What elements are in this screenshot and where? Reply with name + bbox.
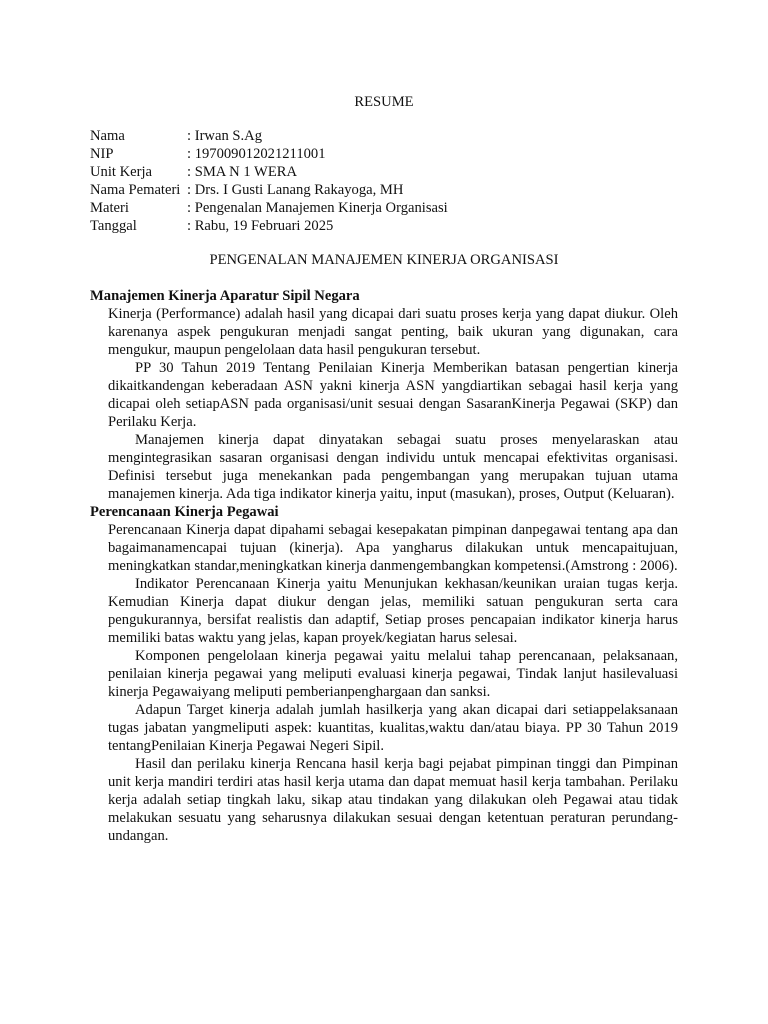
- info-label: Nama: [90, 128, 125, 144]
- paragraph: PP 30 Tahun 2019 Tentang Penilaian Kinerja Memberikan batasan pengertian kinerja dikaitkandengan keberadaan ASN yakni kinerja ASN yangdiartikan sebagai hasil kerja yang dicapai oleh setiapASN pada organisasi/unit sesuai dengan SasaranKinerja Pegawai (SKP) dan Perilaku Kerja.: [108, 360, 678, 430]
- info-row-tanggal: [90, 217, 678, 235]
- info-value: : SMA N 1 WERA: [187, 164, 298, 180]
- info-row-unit-kerja: [90, 163, 678, 181]
- info-value: : Pengenalan Manajemen Kinerja Organisasi: [187, 200, 448, 216]
- paragraph: Kinerja (Performance) adalah hasil yang dicapai dari suatu proses kerja yang dapat diukur. Oleh karenanya aspek pengukuran menjadi sangat penting, baik ukuran yang digunakan, cara mengukur, maupun pengelolaan data hasil pengukuran tersebut.: [108, 306, 678, 358]
- info-row-nip: [90, 145, 678, 163]
- identity-table: [90, 127, 678, 235]
- paragraph: Komponen pengelolaan kinerja pegawai yaitu melalui tahap perencanaan, pelaksanaan, penilaian kinerja pegawai yang meliputi evaluasi kinerja pegawai, Tindak lanjut hasilevaluasi kinerja Pegawaiyang meliputi pemberianpenghargaan dan sanksi.: [108, 648, 678, 700]
- info-row-materi: [90, 199, 678, 217]
- info-label: Tanggal: [90, 218, 137, 234]
- paragraph: Adapun Target kinerja adalah jumlah hasilkerja yang akan dicapai dari setiappelaksanaan tugas jabatan yangmeliputi aspek: kuantitas, kualitas,waktu dan/atau biaya. PP 30 Tahun 2019 tentangPenilaian Kinerja Pegawai Negeri Sipil.: [108, 702, 678, 754]
- info-value: : Irwan S.Ag: [187, 128, 262, 144]
- paragraph: Manajemen kinerja dapat dinyatakan sebagai suatu proses menyelaraskan atau mengintegrasikan sasaran organisasi dengan individu untuk mencapai efektivitas organisasi. Definisi tersebut juga menekankan pada pengembangan yang merupakan tujuan utama manajemen kinerja. Ada tiga indikator kinerja yaitu, input (masukan), proses, Output (Keluaran).: [108, 432, 678, 502]
- info-value: : Rabu, 19 Februari 2025: [187, 218, 334, 234]
- info-value: : 197009012021211001: [187, 146, 326, 162]
- info-row-nama-pemateri: [90, 181, 678, 199]
- info-value: : Drs. I Gusti Lanang Rakayoga, MH: [187, 182, 404, 198]
- section-manajemen-kinerja-asn: [90, 287, 678, 503]
- paragraph: Perencanaan Kinerja dapat dipahami sebagai kesepakatan pimpinan danpegawai tentang apa dan bagaimanamencapai tujuan (kinerja). Apa yangharus dilakukan untuk mencapaitujuan, meningkatkan standar,meningkatkan kinerja danmengembangkan kompetensi.(Amstrong : 2006).: [108, 522, 678, 574]
- paragraph: Hasil dan perilaku kinerja Rencana hasil kerja bagi pejabat pimpinan tinggi dan Pimpinan unit kerja mandiri terdiri atas hasil kerja utama dan dapat memuat hasil kerja tambahan. Perilaku kerja adalah setiap tingkah laku, sikap atau tindakan yang dilakukan oleh Pegawai atau tidak melakukan sesuatu yang seharusnya dilakukan sesuai dengan ketentuan peraturan perundang-undangan.: [108, 756, 678, 844]
- info-label: Unit Kerja: [90, 164, 153, 180]
- info-label: NIP: [90, 146, 114, 162]
- section-body: [90, 305, 678, 503]
- info-label: Materi: [90, 200, 129, 216]
- section-perencanaan-kinerja: [90, 503, 678, 845]
- document-page: [90, 93, 678, 845]
- section-body: [90, 521, 678, 845]
- info-label: Nama Pemateri: [90, 182, 181, 198]
- section-heading: Perencanaan Kinerja Pegawai: [90, 504, 279, 520]
- document-subtitle: PENGENALAN MANAJEMEN KINERJA ORGANISASI: [209, 252, 559, 268]
- info-row-nama: [90, 127, 678, 145]
- paragraph: Indikator Perencanaan Kinerja yaitu Menunjukan kekhasan/keunikan uraian tugas kerja. Kemudian Kinerja dapat diukur dengan jelas, memiliki satuan pengukuran serta cara pengukurannya, bersifat realistis dan adaptif, Setiap proses pencapaian indikator kinerja harus memiliki batas waktu yang jelas, kapan proyek/kegiatan harus selesai.: [108, 576, 678, 646]
- document-title: RESUME: [354, 94, 414, 110]
- section-heading: Manajemen Kinerja Aparatur Sipil Negara: [90, 288, 360, 304]
